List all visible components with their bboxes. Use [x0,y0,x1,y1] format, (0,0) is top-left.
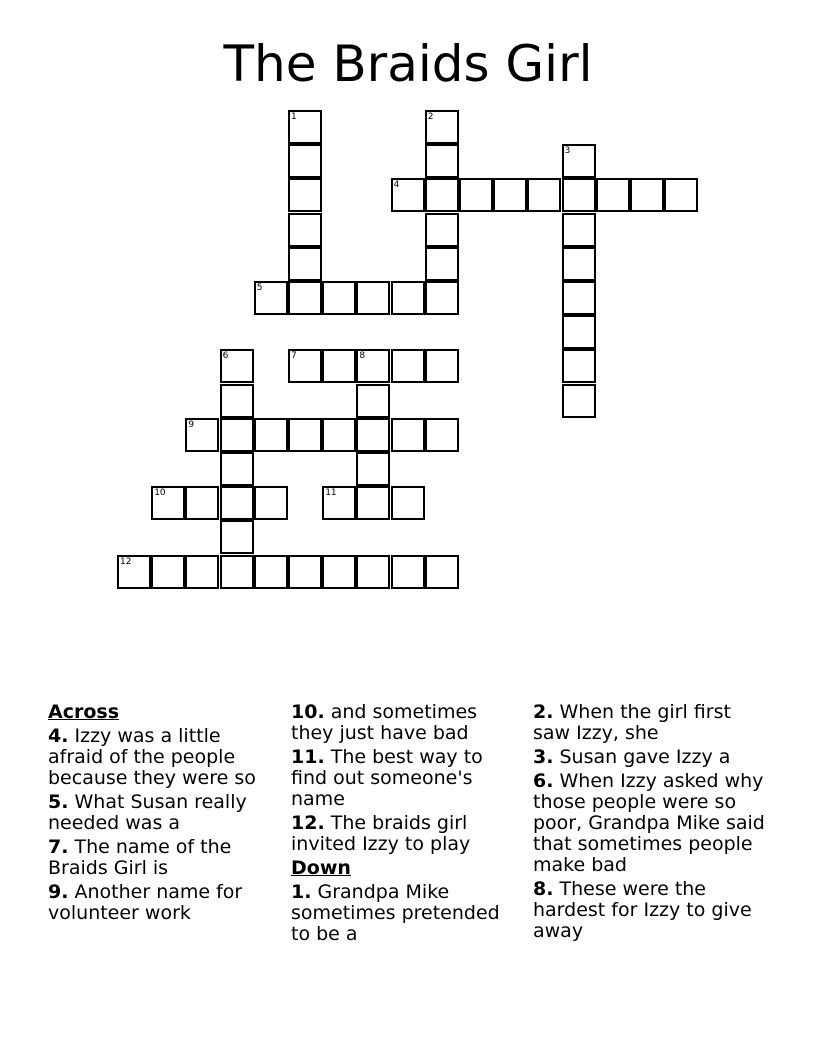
grid-cell[interactable] [322,418,356,452]
grid-cell[interactable] [288,178,322,212]
grid-cell[interactable] [562,178,596,212]
clue-number-label: 10. [291,701,325,723]
down-heading: Down [291,857,351,879]
clue-column-3 [533,702,773,945]
clue-number: 3 [564,146,571,157]
grid-cell[interactable] [664,178,698,212]
grid-cell[interactable] [425,281,459,315]
grid-cell[interactable] [220,520,254,554]
grid-cell[interactable] [220,384,254,418]
grid-cell[interactable] [288,281,322,315]
clue-text: When the girl first saw Izzy, she [533,701,731,744]
grid-cell[interactable] [185,486,219,520]
grid-cell[interactable] [220,418,254,452]
grid-cell[interactable] [254,281,288,315]
clue-text: and sometimes they just have bad [291,701,478,744]
grid-cell[interactable] [288,213,322,247]
grid-cell[interactable] [322,486,356,520]
grid-cell[interactable] [562,144,596,178]
grid-cell[interactable] [356,555,390,589]
grid-cell[interactable] [356,384,390,418]
grid-cell[interactable] [356,418,390,452]
grid-cell[interactable] [288,555,322,589]
grid-cell[interactable] [596,178,630,212]
grid-cell[interactable] [254,418,288,452]
grid-cell[interactable] [391,178,425,212]
grid-cell[interactable] [151,555,185,589]
grid-cell[interactable] [117,555,151,589]
grid-cell[interactable] [562,315,596,349]
across-clue [291,813,516,855]
grid-cell[interactable] [185,418,219,452]
grid-cell[interactable] [220,452,254,486]
grid-cell[interactable] [288,247,322,281]
clue-text: The braids girl invited Izzy to play [291,812,471,855]
puzzle-title: The Braids Girl [223,35,593,93]
down-clue [533,771,773,876]
clue-text: What Susan really needed was a [48,791,247,834]
clue-number-label: 9. [48,881,69,903]
clue-text: Grandpa Mike sometimes pretended to be a [291,881,500,945]
grid-cell[interactable] [391,349,425,383]
grid-cell[interactable] [356,486,390,520]
grid-cell[interactable] [562,384,596,418]
grid-cell[interactable] [425,247,459,281]
grid-cell[interactable] [322,349,356,383]
clue-number: 4 [393,180,400,191]
clue-number: 8 [359,351,366,362]
grid-cell[interactable] [459,178,493,212]
grid-cell[interactable] [185,555,219,589]
clue-text: Another name for volunteer work [48,881,243,924]
grid-cell[interactable] [425,418,459,452]
grid-cell[interactable] [562,213,596,247]
clue-number-label: 2. [533,701,554,723]
clue-number-label: 1. [291,881,312,903]
clue-number-label: 5. [48,791,69,813]
down-clue [533,879,773,942]
grid-cell[interactable] [425,178,459,212]
grid-cell[interactable] [425,213,459,247]
across-clue [48,882,273,924]
grid-cell[interactable] [425,110,459,144]
grid-cell[interactable] [425,144,459,178]
clue-number-label: 4. [48,725,69,747]
grid-cell[interactable] [254,555,288,589]
grid-cell[interactable] [562,349,596,383]
grid-cell[interactable] [493,178,527,212]
grid-cell[interactable] [288,418,322,452]
clue-text: When Izzy asked why those people were so poor, Grandpa Mike said that sometimes people make bad [533,770,765,876]
clue-text: Izzy was a little afraid of the people because they were so [48,725,256,789]
grid-cell[interactable] [391,486,425,520]
grid-cell[interactable] [562,247,596,281]
across-clue [48,837,273,879]
grid-cell[interactable] [220,349,254,383]
grid-cell[interactable] [391,281,425,315]
down-clue [533,702,773,744]
clue-text: These were the hardest for Izzy to give away [533,878,752,942]
grid-cell[interactable] [391,418,425,452]
grid-cell[interactable] [356,452,390,486]
grid-cell[interactable] [254,486,288,520]
clue-number: 9 [188,419,195,430]
down-clue [291,882,516,945]
clue-text: Susan gave Izzy a [559,746,731,768]
grid-cell[interactable] [151,486,185,520]
clue-number-label: 7. [48,836,69,858]
grid-cell[interactable] [288,349,322,383]
grid-cell[interactable] [220,486,254,520]
grid-cell[interactable] [322,555,356,589]
across-heading: Across [48,701,120,723]
grid-cell[interactable] [322,281,356,315]
grid-cell[interactable] [288,110,322,144]
across-clue [291,702,516,744]
grid-cell[interactable] [220,555,254,589]
grid-cell[interactable] [527,178,561,212]
grid-cell[interactable] [391,555,425,589]
clue-number: 2 [427,112,434,122]
across-clue [48,726,273,789]
clue-column-2 [291,702,516,948]
clue-number: 1 [291,112,297,122]
clue-text: The name of the Braids Girl is [48,836,232,879]
grid-cell[interactable] [630,178,664,212]
down-clue [533,747,773,768]
clue-number: 7 [291,351,297,362]
clue-text: The best way to find out someone's name [291,746,483,810]
grid-cell[interactable] [562,281,596,315]
clue-number: 10 [154,488,166,499]
clue-number-label: 6. [533,770,554,792]
clue-number-label: 3. [533,746,554,768]
grid-cell[interactable] [356,281,390,315]
clue-number-label: 8. [533,878,554,900]
grid-cell[interactable] [356,349,390,383]
across-clue [48,792,273,834]
across-clue [291,747,516,810]
clue-number-label: 11. [291,746,325,768]
clue-number-label: 12. [291,812,325,834]
grid-cell[interactable] [425,349,459,383]
grid-cell[interactable] [288,144,322,178]
clue-number: 11 [325,488,337,499]
clue-number: 12 [120,556,132,567]
clue-number: 5 [256,283,263,293]
clue-column-1 [48,702,273,927]
clue-number: 6 [222,351,229,362]
grid-cell[interactable] [425,555,459,589]
